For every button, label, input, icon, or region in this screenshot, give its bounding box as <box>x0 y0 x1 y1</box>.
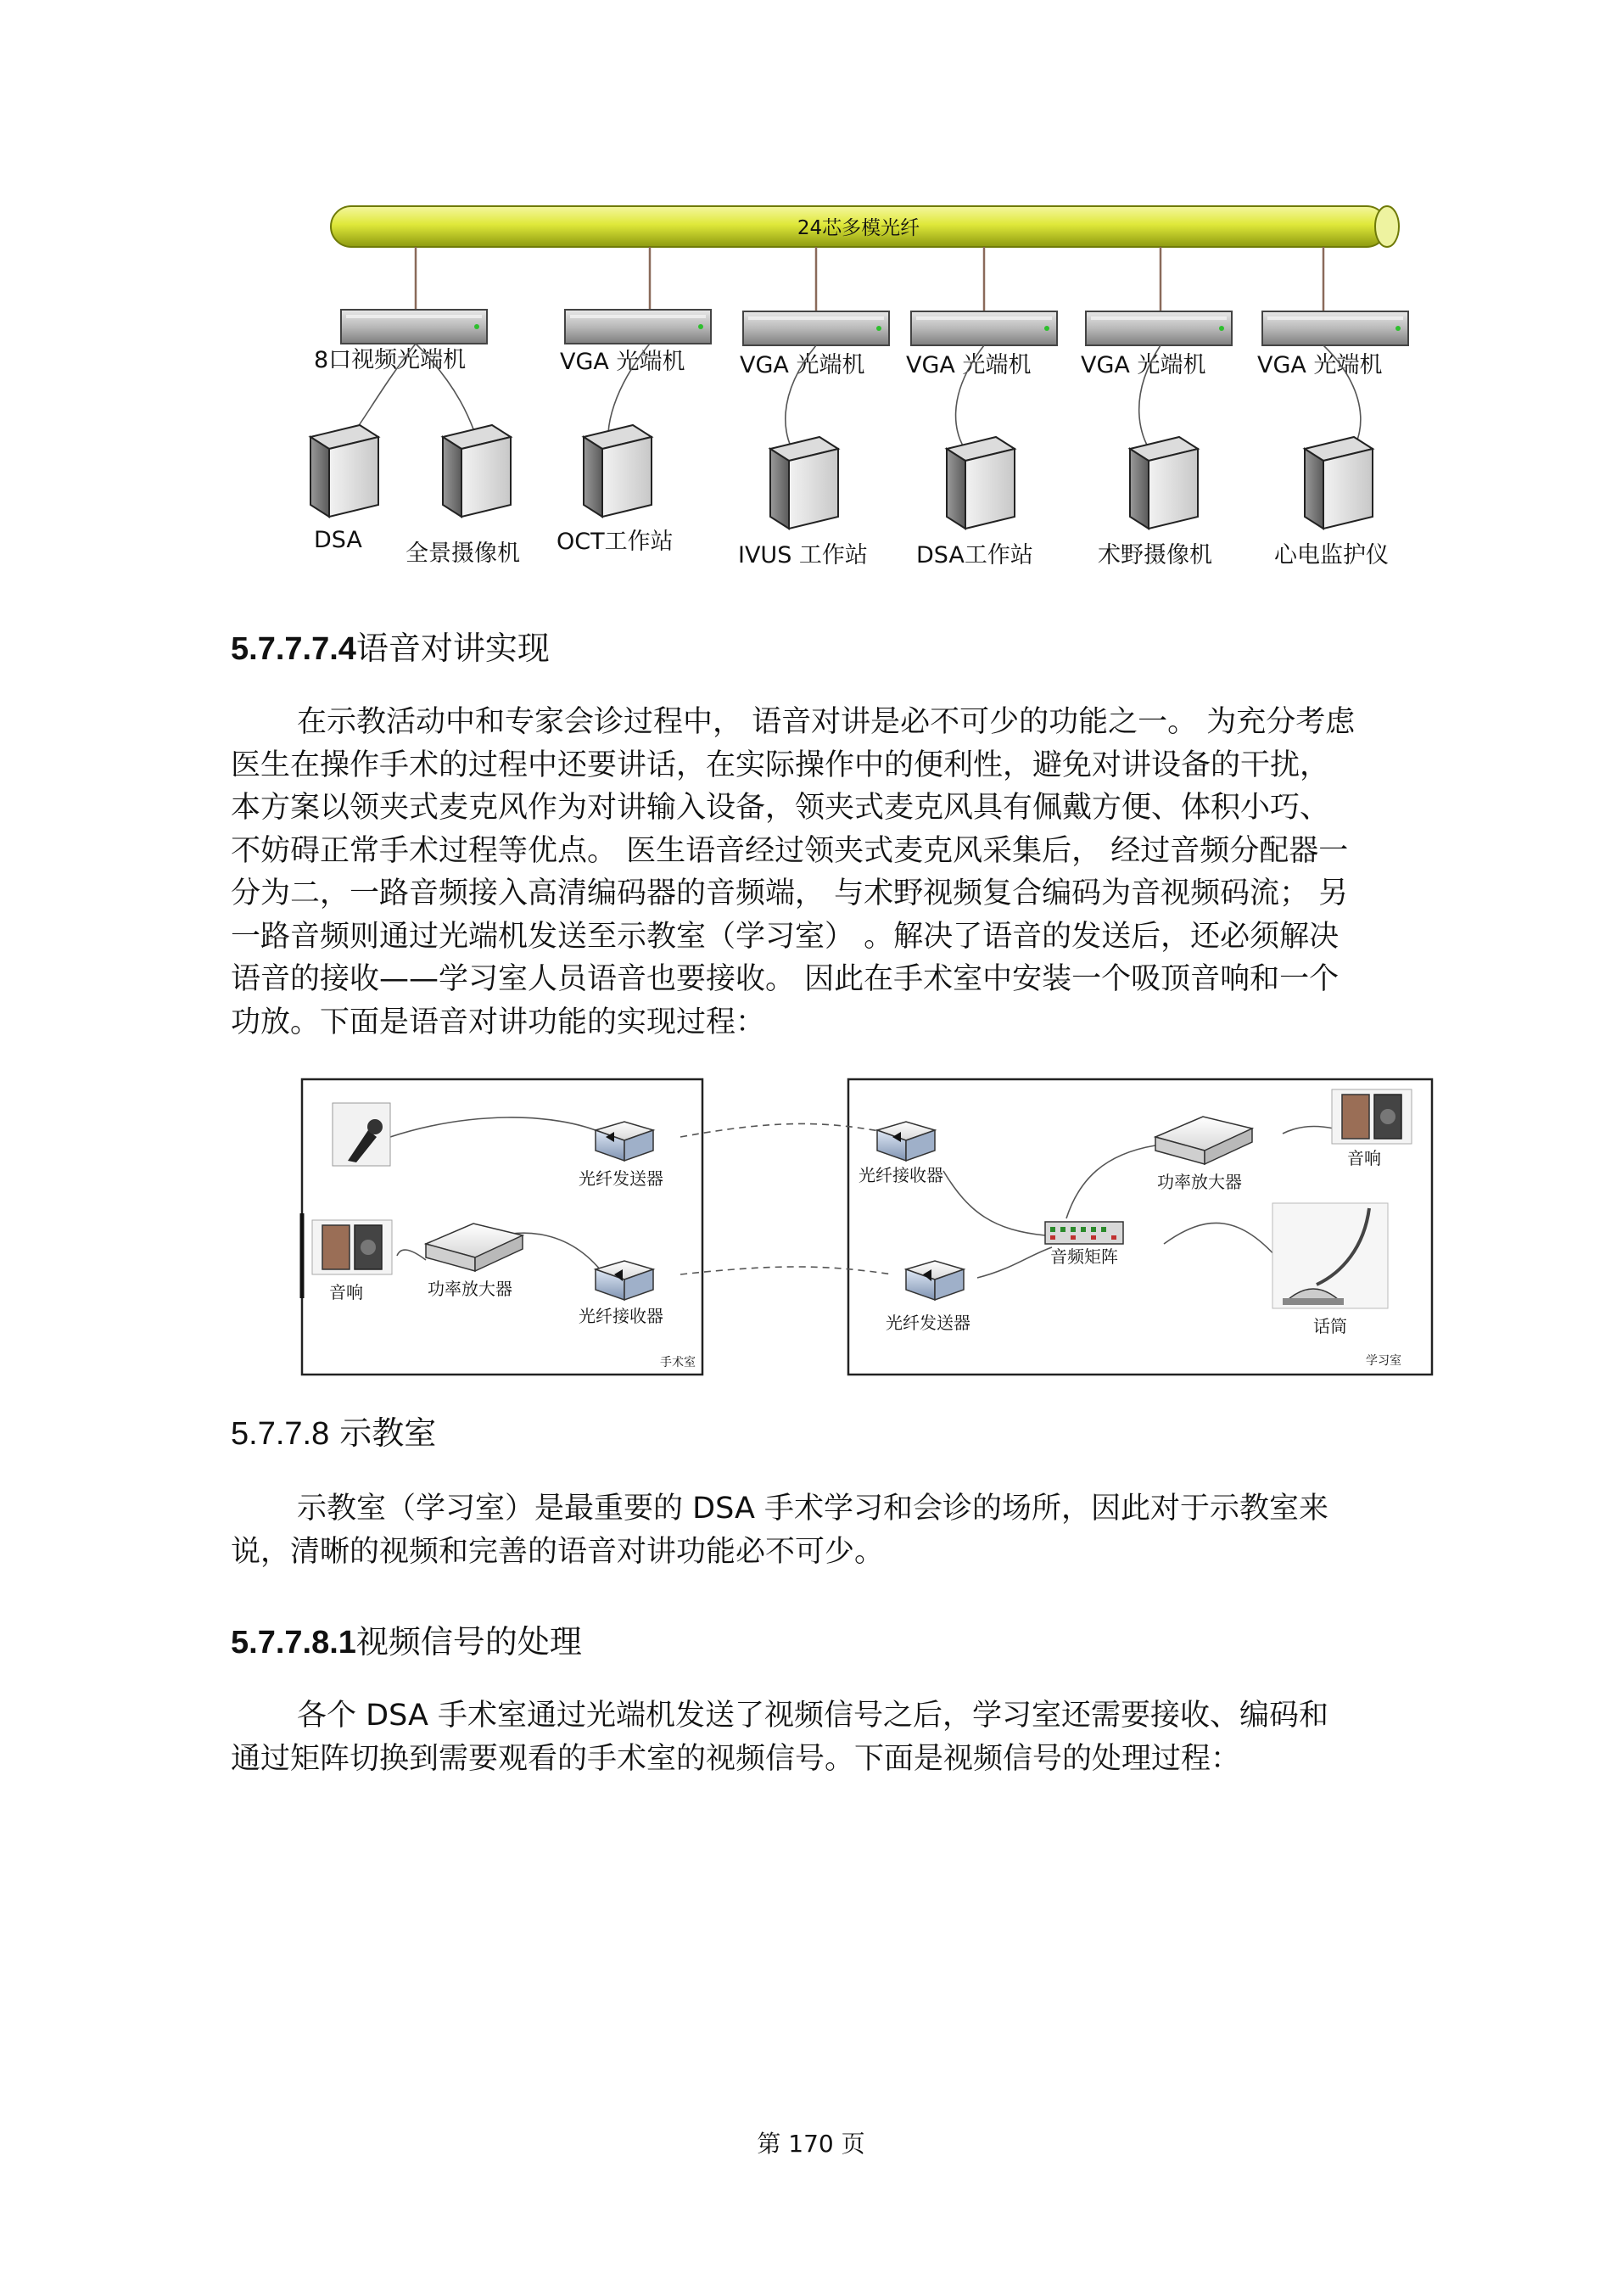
section-heading-5778 <box>231 1407 436 1453</box>
left-fiber-transmitter-icon <box>596 1122 653 1161</box>
paragraph-line: 示教室（学习室）是最重要的 DSA 手术学习和会诊的场所，因此对于示教室来 <box>297 1492 1329 1526</box>
paragraph-line: 各个 DSA 手术室通过光端机发送了视频信号之后，学习室还需要接收、编码和 <box>297 1699 1329 1733</box>
audio-matrix-icon <box>1045 1222 1123 1244</box>
paragraph-video-signal <box>231 1694 1435 1780</box>
paragraph-voice-intercom <box>231 701 1435 1044</box>
section-number: 5.7.7.8.1 <box>231 1625 356 1660</box>
gooseneck-microphone-label: 话筒 <box>1313 1316 1347 1336</box>
terminal-label: VGA 光端机 <box>1257 352 1383 378</box>
paragraph-line: 说，清晰的视频和完善的语音对讲功能必不可少。 <box>231 1534 885 1569</box>
device-label: 心电监护仪 <box>1274 542 1389 568</box>
fiber-network-diagram <box>288 191 1417 581</box>
right-fiber-transmitter-icon <box>906 1261 964 1300</box>
right-fiber-transmitter-label: 光纤发送器 <box>886 1313 970 1333</box>
paragraph-line: 在示教活动中和专家会诊过程中， 语音对讲是必不可少的功能之一。 为充分考虑 <box>297 705 1356 739</box>
right-amplifier-icon <box>1155 1117 1252 1164</box>
terminal-label: VGA 光端机 <box>560 349 685 375</box>
device-panorama-camera <box>406 425 520 567</box>
terminal-label: VGA 光端机 <box>1081 352 1206 378</box>
left-fiber-receiver-label: 光纤接收器 <box>579 1306 663 1326</box>
fiber-trunk <box>331 206 1399 247</box>
paragraph-line: 一路音频则通过光端机发送至示教室（学习室） 。解决了语音的发送后，还必须解决 <box>231 919 1340 954</box>
terminal-vga-3 <box>906 311 1057 378</box>
paragraph-line: 不妨碍正常手术过程等优点。 医生语音经过领夹式麦克风采集后， 经过音频分配器一 <box>231 833 1349 868</box>
paragraph-line: 通过矩阵切换到需要观看的手术室的视频信号。下面是视频信号的处理过程： <box>231 1741 1241 1776</box>
right-speaker-label: 音响 <box>1347 1148 1381 1168</box>
section-title: 示教室 <box>329 1414 437 1452</box>
section-number: 5.7.7.7.4 <box>231 631 356 667</box>
device-label: OCT工作站 <box>557 529 674 555</box>
right-speaker-icon <box>1332 1089 1412 1144</box>
left-fiber-transmitter-label: 光纤发送器 <box>579 1168 663 1189</box>
device-label: DSA工作站 <box>916 542 1033 568</box>
section-heading-57781 <box>231 1616 582 1662</box>
left-speaker-label: 音响 <box>329 1282 363 1302</box>
device-label: 全景摄像机 <box>406 540 520 567</box>
section-title: 语音对讲实现 <box>355 630 550 667</box>
section-number: 5.7.7.8 <box>231 1416 330 1452</box>
device-oct-workstation <box>557 425 674 555</box>
right-fiber-receiver-icon <box>877 1122 935 1161</box>
fiber-label: 24芯多模光纤 <box>797 217 920 239</box>
operating-room-label: 手术室 <box>660 1356 696 1369</box>
page-number: 第 170 页 <box>757 2130 865 2158</box>
lapel-microphone-icon <box>333 1103 390 1166</box>
device-ivus-workstation <box>738 437 868 568</box>
terminal-label: VGA 光端机 <box>740 352 865 378</box>
terminal-vga-2 <box>740 311 889 378</box>
terminal-vga-1 <box>560 310 711 375</box>
paragraph-line: 分为二，一路音频接入高清编码器的音频端， 与术野视频复合编码为音视频码流； 另 <box>231 876 1349 910</box>
voice-intercom-svg <box>299 1078 1435 1383</box>
terminal-vga-4 <box>1081 311 1232 378</box>
right-fiber-receiver-label: 光纤接收器 <box>859 1165 943 1185</box>
section-title: 视频信号的处理 <box>355 1623 582 1660</box>
fiber-network-svg <box>288 191 1417 581</box>
device-label: DSA <box>314 527 362 553</box>
fiber-drop-lines <box>416 247 1323 311</box>
left-fiber-receiver-icon <box>596 1261 653 1300</box>
device-label: 术野摄像机 <box>1098 542 1212 568</box>
terminal-vga-5 <box>1257 311 1408 378</box>
left-speaker-icon <box>312 1220 392 1274</box>
gooseneck-microphone-icon <box>1272 1203 1388 1308</box>
inter-room-links <box>680 1123 892 1274</box>
device-label: IVUS 工作站 <box>738 542 868 568</box>
left-amplifier-label: 功率放大器 <box>428 1279 512 1299</box>
right-amplifier-label: 功率放大器 <box>1157 1172 1242 1192</box>
paragraph-teaching-room <box>231 1487 1435 1573</box>
paragraph-line: 语音的接收——学习室人员语音也要接收。 因此在手术室中安装一个吸顶音响和一个 <box>231 962 1340 996</box>
paragraph-line: 功放。下面是语音对讲功能的实现过程： <box>231 1005 766 1039</box>
section-heading-5774 <box>231 622 550 669</box>
device-surgical-camera <box>1098 437 1212 568</box>
left-amplifier-icon <box>426 1224 523 1271</box>
device-dsa-workstation <box>916 437 1033 568</box>
study-room-label: 学习室 <box>1366 1354 1401 1368</box>
paragraph-line: 本方案以领夹式麦克风作为对讲输入设备，领夹式麦克风具有佩戴方便、体积小巧、 <box>231 791 1330 825</box>
device-dsa <box>310 425 378 553</box>
terminal-label: 8口视频光端机 <box>314 347 467 373</box>
audio-matrix-label: 音频矩阵 <box>1050 1246 1118 1267</box>
voice-intercom-diagram <box>299 1078 1435 1383</box>
terminal-label: VGA 光端机 <box>906 352 1032 378</box>
paragraph-line: 医生在操作手术的过程中还要讲话，在实际操作中的便利性，避免对讲设备的干扰， <box>231 748 1330 782</box>
device-ecg-monitor <box>1274 437 1389 568</box>
